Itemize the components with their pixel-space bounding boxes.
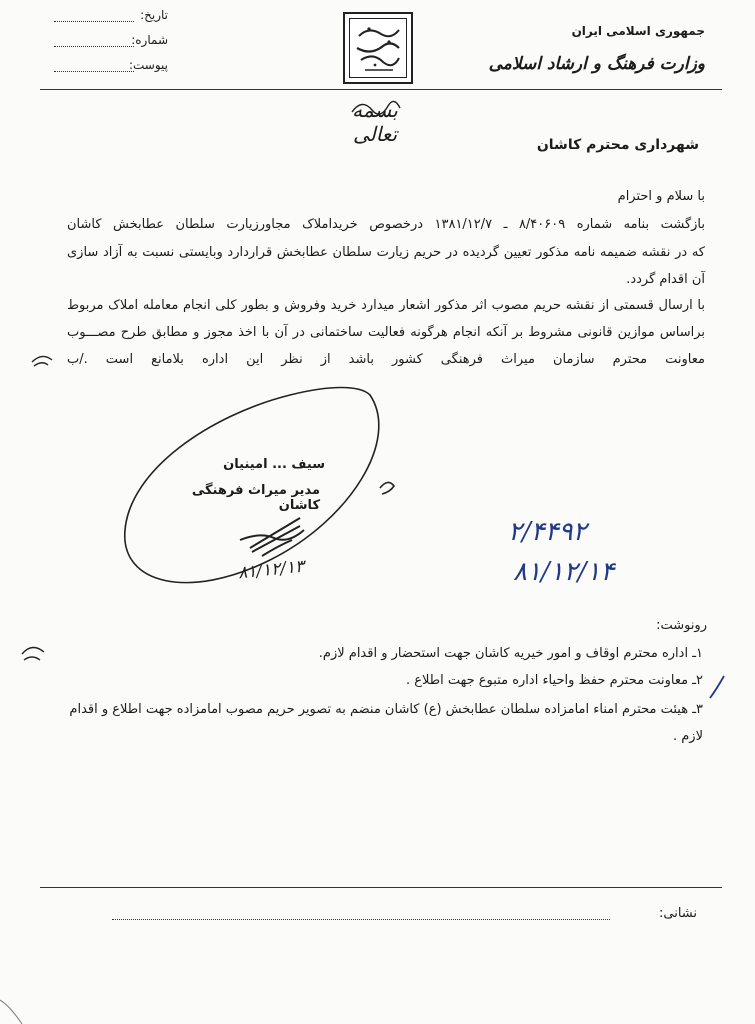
header-divider [40, 89, 722, 90]
signatory-title: مدیر میراث فرهنگی کاشان [191, 483, 320, 513]
footer-divider [40, 887, 722, 888]
signature-scribble [240, 518, 304, 556]
signature-mark [380, 482, 394, 494]
punch-mark-2 [22, 647, 44, 660]
body-line-4: با ارسال قسمتی از نقشه حریم مصوب اثر مذکور اشعار میدارد خرید وفروش و بطور کلی انجام معامله املاک مربوط [67, 298, 705, 313]
number-field: شماره: [54, 33, 168, 51]
margin-tick [710, 676, 724, 698]
page-corner [0, 1000, 22, 1024]
cc-item-3: ۳ـ هیئت محترم امناء امامزاده سلطان عطابخش (ع) کاشان منضم به تصویر حریم مصوب امامزاده جهت اطلاع و اقدام [69, 702, 703, 717]
body-line-1: بازگشت بنامه شماره ۸/۴۰۶۰۹ ـ ۱۳۸۱/۱۲/۷ درخصوص خریداملاک مجاورزیارت سلطان عطابخش کاشان [67, 217, 705, 232]
body-line-6: معاونت محترم سازمان میراث فرهنگی کشور باشد از نظر این اداره بلامانع است ./ب [67, 352, 705, 367]
calligraphy-logo-icon [345, 14, 411, 82]
government-title: جمهوری اسلامی ایران [571, 24, 705, 38]
ministry-title: وزارت فرهنگ و ارشاد اسلامی [488, 54, 705, 74]
body-line-5: براساس موازین قانونی مشروط بر آنکه انجام هرگونه فعالیت ساختمانی در آن با اخذ مجوز و مطابق طرح مصـــوب [67, 325, 705, 340]
attachment-field: پیوست: [54, 58, 168, 76]
address-line [112, 919, 610, 920]
cc-item-4: لازم . [672, 729, 703, 744]
handwritten-signature-date: ۸۱/۱۲/۱۳ [237, 556, 306, 584]
body-line-3: آن اقدام گردد. [626, 272, 705, 287]
organization-seal-logo [343, 12, 413, 84]
body-line-2: که در نقشه ضمیمه نامه مذکور تعیین گردیده در حریم زیارت سلطان عطابخش قراردارد وبایستی نسبت به آزاد سازی [67, 245, 705, 260]
addressee: شهرداری محترم کاشان [536, 137, 699, 153]
cc-heading: رونوشت: [656, 618, 707, 633]
greeting: با سلام و احترام [617, 189, 705, 204]
date-field: تاریخ: [54, 8, 168, 26]
registration-number: ۲/۴۴۹۲ [508, 517, 587, 547]
bismillah-heading: بسمه تعالی [352, 98, 398, 146]
punch-mark-1 [32, 356, 52, 366]
cc-item-1: ۱ـ اداره محترم اوقاف و امور خیریه کاشان جهت استحضار و اقدام لازم. [318, 646, 703, 661]
signatory-name: سیف ... امینیان [223, 457, 325, 472]
address-label: نشانی: [658, 906, 697, 921]
registration-date: ۸۱/۱۲/۱۴ [513, 557, 615, 587]
cc-item-2: ۲ـ معاونت محترم حفظ واحیاء اداره متبوع جهت اطلاع . [406, 673, 703, 688]
